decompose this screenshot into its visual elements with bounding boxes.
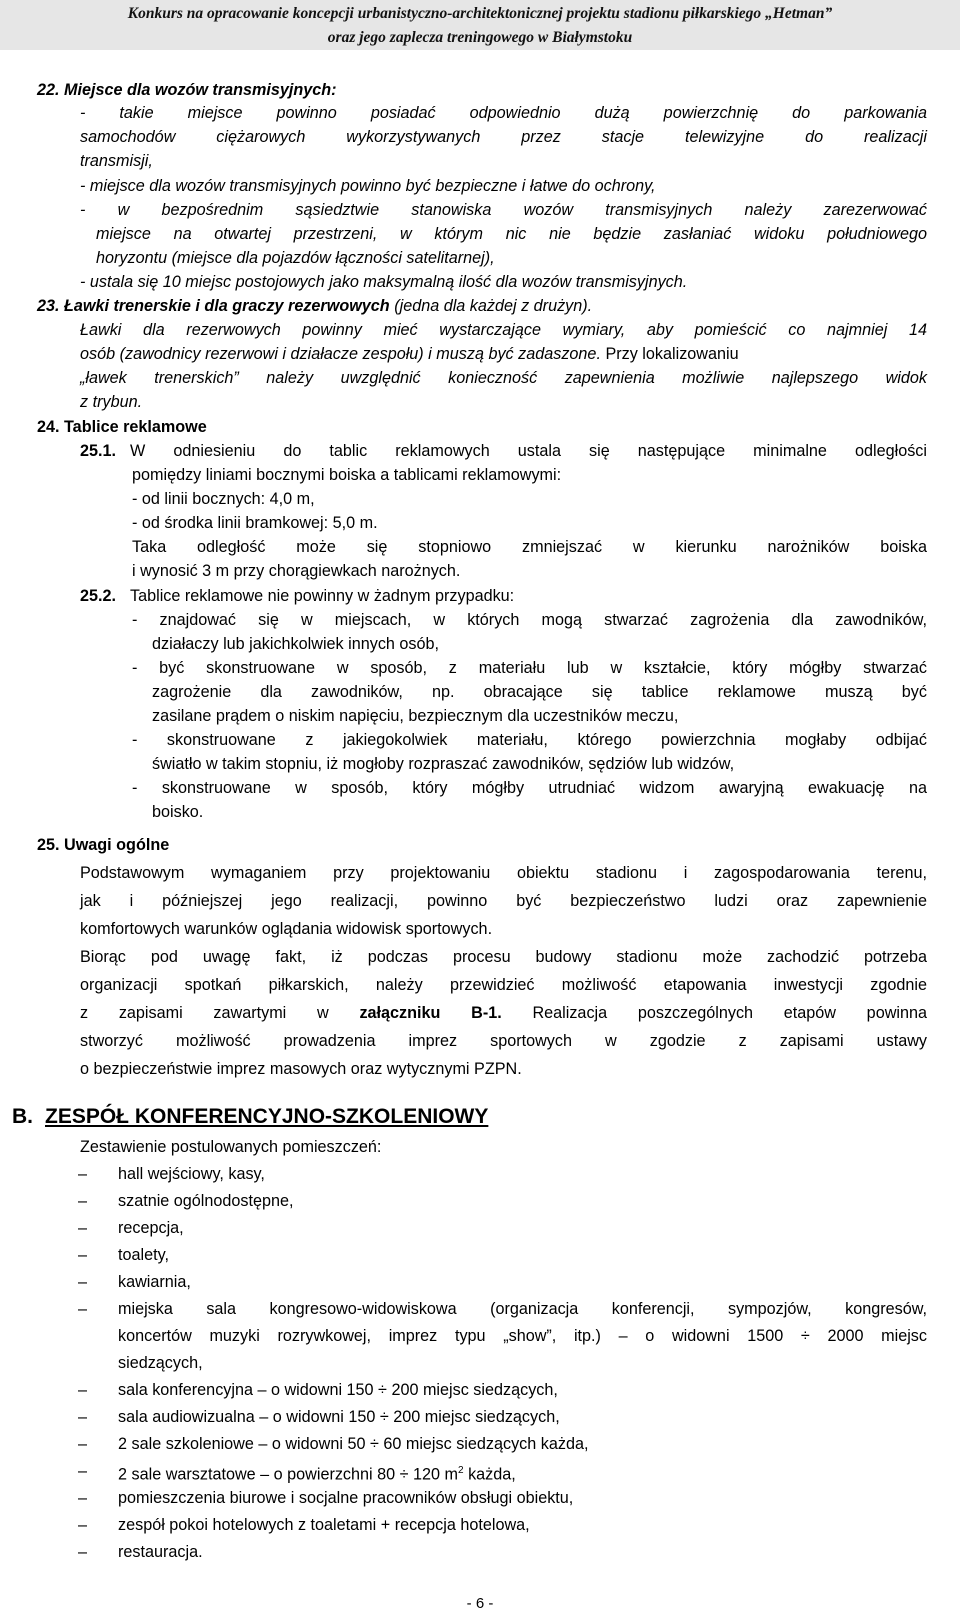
list-item: sala konferencyjna – o widowni 150 ÷ 200 miejsc siedzących, [118,1381,558,1399]
s22-line: - miejsce dla wozów transmisyjnych powinno być bezpieczne i łatwe do ochrony, [80,177,656,195]
s24-line: - być skonstruowane w sposób, z materiału lub w kształcie, który mógłby stwarzać [132,659,927,677]
s22-line: horyzontu (miejsce dla pojazdów łączności satelitarnej), [96,249,495,267]
s22-line: transmisji, [80,152,153,170]
list-dash: – [78,1462,88,1480]
s25-line: Podstawowym wymaganiem przy projektowaniu obiektu stadionu i zagospodarowania terenu, [80,864,927,882]
s24-line: - skonstruowane z jakiegokolwiek materiału, którego powierzchnia mogłaby odbijać [132,731,927,749]
s24-line: pomiędzy liniami bocznymi boiska a tablicami reklamowymi: [132,466,562,484]
s22-line: - w bezpośrednim sąsiedztwie stanowiska wozów transmisyjnych należy zarezerwować [80,201,927,219]
list-dash: – [78,1516,88,1534]
s24-line: - od środka linii bramkowej: 5,0 m. [132,514,378,532]
list-dash: – [78,1246,88,1264]
page-header [0,0,960,50]
list-item: restauracja. [118,1543,203,1561]
s22-line: - takie miejsce powinno posiadać odpowiednio dużą powierzchnię do parkowania [80,104,927,122]
s23-line-part: Przy lokalizowaniu [605,345,739,363]
list-item-continuation: koncertów muzyki rozrywkowej, imprez typu „show”, itp.) – o widowni 1500 ÷ 2000 miejsc [118,1327,927,1345]
list-dash: – [78,1165,88,1183]
list-dash: – [78,1435,88,1453]
list-item: hall wejściowy, kasy, [118,1165,265,1183]
list-item: 2 sale szkoleniowe – o widowni 50 ÷ 60 miejsc siedzących każda, [118,1435,589,1453]
header-line-1: Konkurs na opracowanie koncepcji urbanistyczno-architektonicznej projektu stadionu piłkarskiego „Hetman” [127,5,833,22]
list-item: toalety, [118,1246,169,1264]
s24-line: Taka odległość może się stopniowo zmniejszać w kierunku narożników boiska [132,538,927,556]
list-dash: – [78,1543,88,1561]
s25-line-part: załączniku B-1. [359,1004,502,1022]
section-b-title: ZESPÓŁ KONFERENCYJNO-SZKOLENIOWY [45,1105,489,1128]
s25-line-part: Realizacja poszczególnych etapów powinna [532,1004,927,1022]
s24-line: - znajdować się w miejscach, w których mogą stwarzać zagrożenia dla zawodników, [132,611,927,629]
s23-title-text: 23. Ławki trenerskie i dla graczy rezerwowych [37,297,390,315]
list-dash: – [78,1192,88,1210]
s24-line: W odniesieniu do tablic reklamowych ustala się następujące minimalne odległości [130,442,927,460]
list-item: szatnie ogólnodostępne, [118,1192,294,1210]
s25-line: o bezpieczeństwie imprez masowych oraz wytycznymi PZPN. [80,1060,522,1078]
s23-line-part: zadaszone. [518,345,601,363]
list-item-continuation: siedzących, [118,1354,203,1372]
list-item [118,1461,516,1484]
s24-line: i wynosić 3 m przy chorągiewkach narożnych. [132,562,461,580]
section-22-title: 22. Miejsce dla wozów transmisyjnych: [37,81,337,99]
list-item-text: 2 sale warsztatowe – o powierzchni 80 ÷ 120 m [118,1465,459,1484]
s25-line: stworzyć możliwość prowadzenia imprez sportowych w zgodzie z zapisami ustawy [80,1032,927,1050]
list-dash: – [78,1219,88,1237]
superscript: 2 [458,1465,464,1476]
page-number: - 6 - [466,1595,494,1612]
s25-line: komfortowych warunków oglądania widowisk sportowych. [80,920,493,938]
s25-line: jak i późniejszej jego realizacji, powinno być bezpieczeństwo ludzi oraz zapewnienie [80,892,927,910]
s23-title-note: (jedna dla każdej z drużyn). [394,297,593,315]
section-24-title: 24. Tablice reklamowe [37,418,207,436]
s24-line: boisko. [152,803,204,821]
list-item: sala audiowizualna – o widowni 150 ÷ 200 miejsc siedzących, [118,1408,560,1426]
list-dash: – [78,1273,88,1291]
list-item-text: każda, [463,1465,516,1484]
list-dash: – [78,1300,88,1318]
s24-p1-num: 25.1. [80,442,117,460]
s22-line: - ustala się 10 miejsc postojowych jako maksymalną ilość dla wozów transmisyjnych. [80,273,688,291]
list-dash: – [78,1381,88,1399]
list-item: kawiarnia, [118,1273,191,1291]
list-dash: – [78,1489,88,1507]
section-25-title: 25. Uwagi ogólne [37,836,170,854]
s25-line-part: z zapisami zawartymi w [80,1004,329,1022]
list-item: miejska sala kongresowo-widowiskowa (organizacja konferencji, sympozjów, kongresów, [118,1300,927,1318]
s24-line: Tablice reklamowe nie powinny w żadnym przypadku: [130,587,515,605]
s22-line: miejsce na otwartej przestrzeni, w którym nic nie będzie zasłaniać widoku południowego [96,225,927,243]
section-23-title [37,296,592,316]
s23-line: „ławek trenerskich” należy uwzględnić konieczność zapewnienia możliwie najlepszego widok [80,369,927,387]
s23-line: z trybun. [80,393,143,411]
list-item: pomieszczenia biurowe i socjalne pracowników obsługi obiektu, [118,1489,574,1507]
section-b-intro: Zestawienie postulowanych pomieszczeń: [80,1138,382,1156]
list-dash: – [78,1408,88,1426]
s25-line: Biorąc pod uwagę fakt, iż podczas procesu budowy stadionu może zachodzić potrzeba [80,948,927,966]
s24-line: światło w takim stopniu, iż mogłoby rozpraszać zawodników, sędziów lub widzów, [152,755,735,773]
s25-line [80,1003,927,1023]
s25-line: organizacji spotkań piłkarskich, należy przewidzieć możliwość etapowania inwestycji zgodnie [80,976,927,994]
list-item: recepcja, [118,1219,184,1237]
list-item: zespół pokoi hotelowych z toaletami + recepcja hotelowa, [118,1516,530,1534]
s24-line: - skonstruowane w sposób, który mógłby utrudniać widzom awaryjną ewakuację na [132,779,927,797]
s24-line: działaczy lub jakichkolwiek innych osób, [152,635,440,653]
s22-line: samochodów ciężarowych wykorzystywanych przez stacje telewizyjne do realizacji [80,128,927,146]
header-line-2: oraz jego zaplecza treningowego w Białymstoku [327,29,633,46]
section-b-letter: B. [12,1105,33,1128]
s23-line [80,344,739,364]
s23-line: Ławki dla rezerwowych powinny mieć wystarczające wymiary, aby pomieścić co najmniej 14 [80,321,927,339]
s24-line: zasilane prądem o niskim napięciu, bezpiecznym dla uczestników meczu, [152,707,679,725]
section-b-heading [12,1104,488,1130]
s24-line: zagrożenie dla zawodników, np. obracające się tablice reklamowe muszą być [152,683,927,701]
s24-line: - od linii bocznych: 4,0 m, [132,490,315,508]
s24-p2-num: 25.2. [80,587,117,605]
s23-line-part: osób (zawodnicy rezerwowi i działacze zespołu) i muszą być [80,345,514,363]
